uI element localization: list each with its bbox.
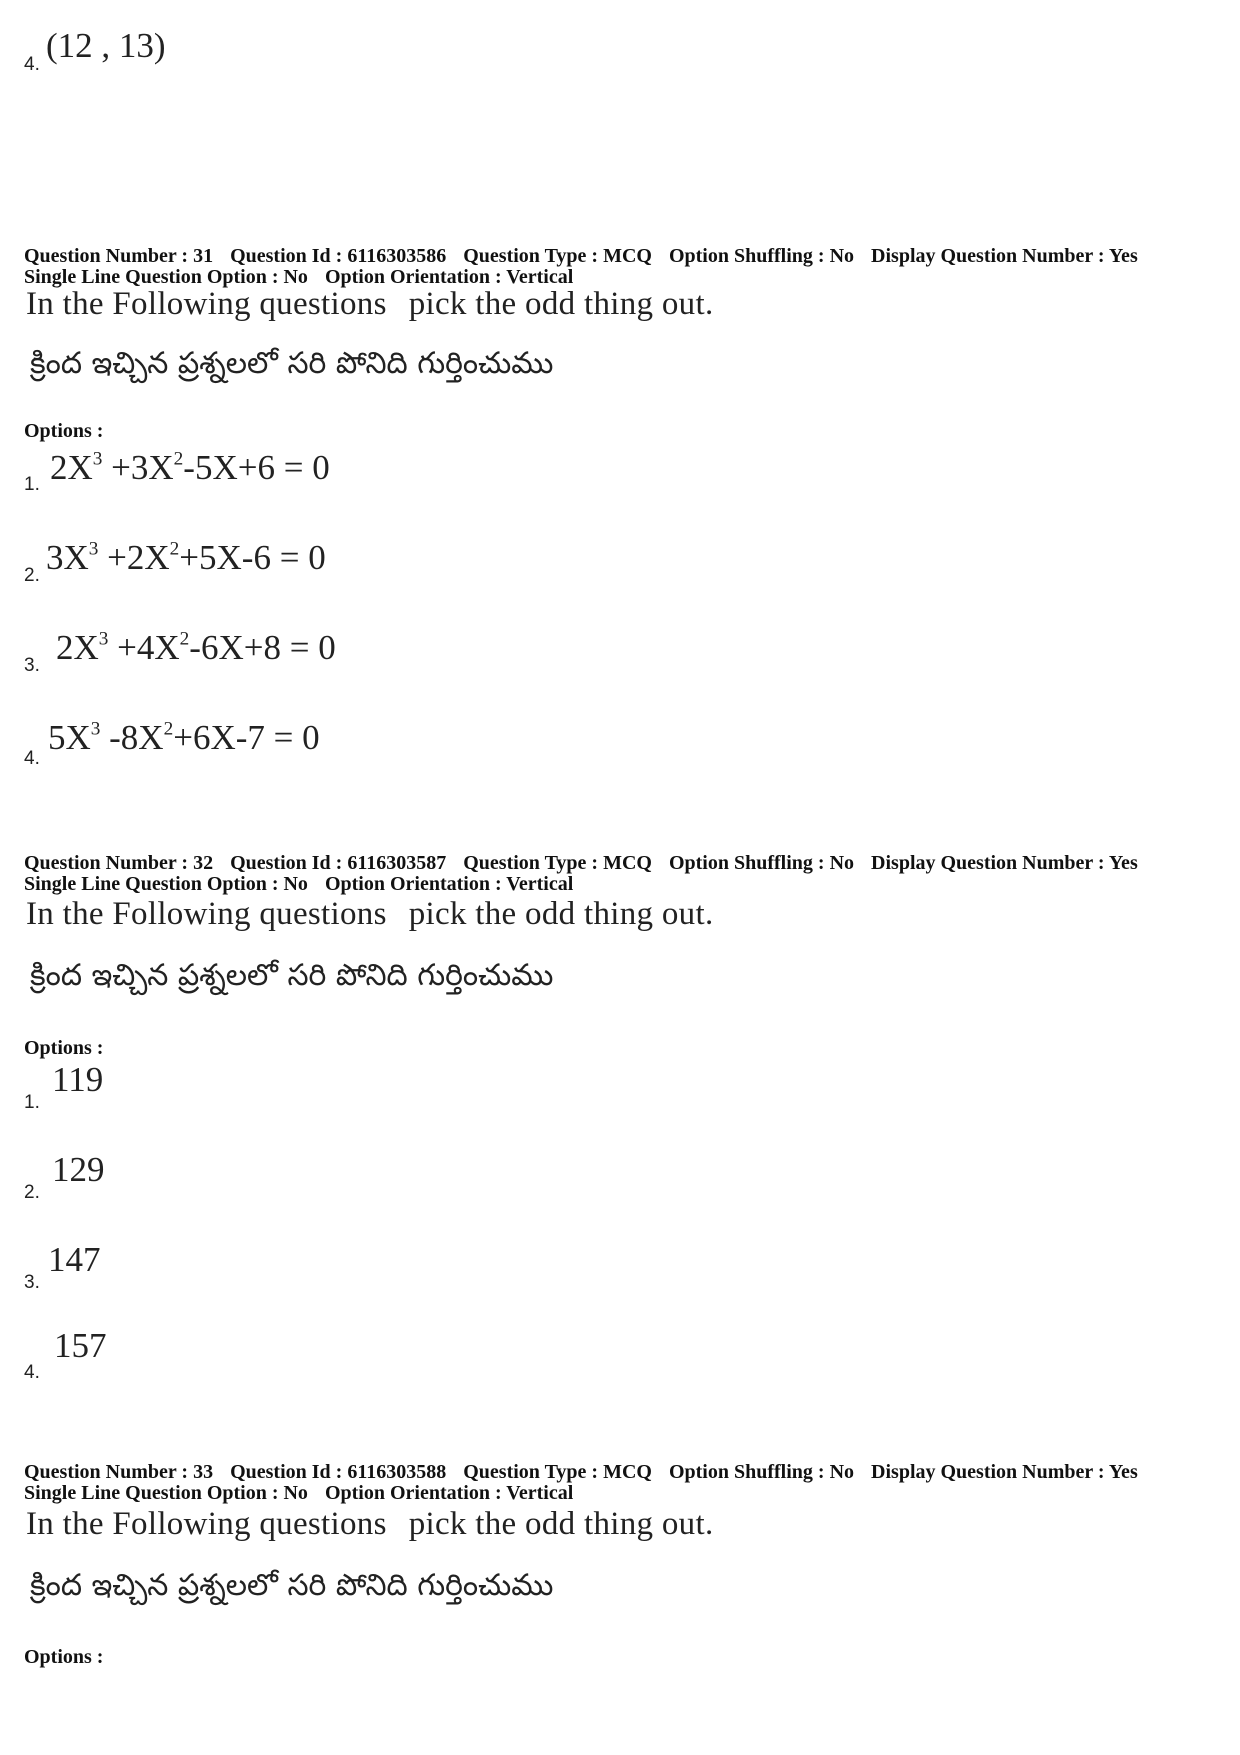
question-meta: Question Number : 33 Question Id : 6116303588 Question Type : MCQ Option Shuffling : No Display Question Number : Yes Single Line Question Option : No Option Orientation : Vertical [24,1461,1138,1504]
options-label: Options : [24,1646,104,1668]
option-value: 157 [54,1326,107,1365]
option-number: 3. [24,655,40,676]
option-equation: $5X^3$ $-8X^2+6X-7 = 0$ [48,718,320,757]
option-equation: $2X^3 +3X^2-5X+6 = 0$ [50,448,330,487]
option-number: 1. [24,1092,40,1113]
question-meta: Question Number : 32 Question Id : 6116303587 Question Type : MCQ Option Shuffling : No Display Question Number : Yes Single Line Question Option : No Option Orientation : Vertical [24,852,1138,895]
question-text-te: క్రింద ఇచ్చిన ప్రశ్నలలో సరి పోనిది గుర్తించుము [30,958,554,993]
option-value: 147 [48,1240,101,1279]
option-number: 4. [24,54,40,75]
option-number: 4. [24,1362,40,1383]
option-value: 119 [52,1060,104,1099]
option-value: (12 , 13) [46,26,166,65]
option-equation: $3X^3 +2X^2+5X-6 = 0$ [46,538,326,577]
option-number: 4. [24,748,40,769]
question-text-en: In the Following questions pick the odd thing out. [26,1506,714,1542]
option-equation: $2X^3 +4X^2-6X+8 = 0$ [56,628,336,667]
question-meta: Question Number : 31 Question Id : 6116303586 Question Type : MCQ Option Shuffling : No Display Question Number : Yes Single Line Question Option : No Option Orientation : Vertical [24,245,1138,288]
question-text-en: In the Following questions pick the odd thing out. [26,896,714,932]
option-number: 2. [24,1182,40,1203]
question-text-te: క్రింద ఇచ్చిన ప్రశ్నలలో సరి పోనిది గుర్తించుము [30,1568,554,1603]
question-text-te: క్రింద ఇచ్చిన ప్రశ్నలలో సరి పోనిది గుర్తించుము [30,346,554,381]
option-number: 3. [24,1272,40,1293]
option-number: 1. [24,474,40,495]
options-label: Options : [24,1037,104,1059]
option-number: 2. [24,565,40,586]
options-label: Options : [24,420,104,442]
question-text-en: In the Following questions pick the odd thing out. [26,286,714,322]
option-value: 129 [52,1150,105,1189]
